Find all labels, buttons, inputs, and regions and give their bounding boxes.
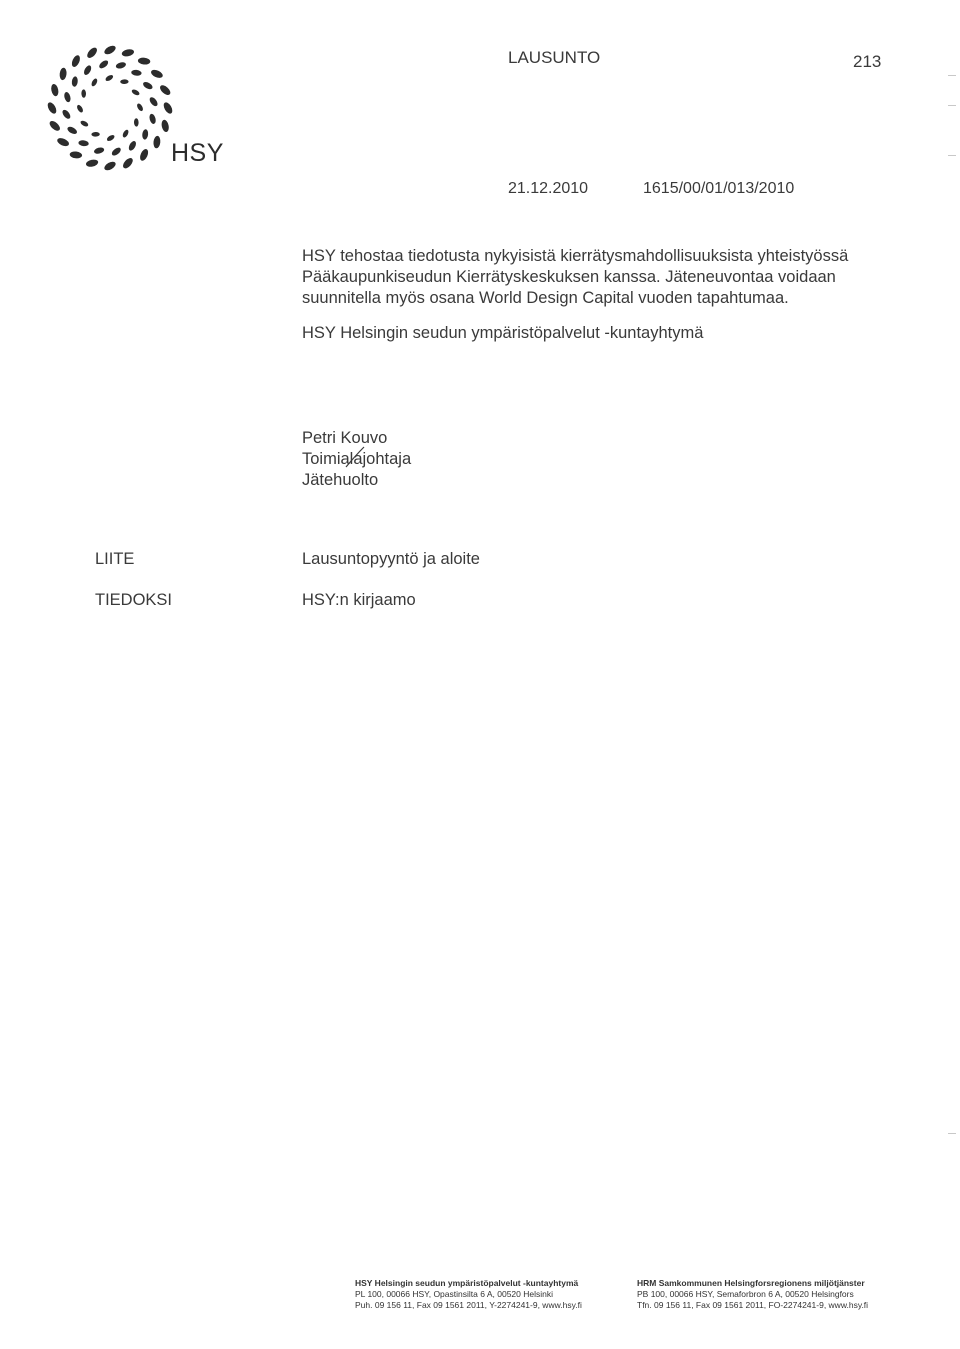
logo-drop xyxy=(138,57,151,65)
signer-name: Petri Kouvo xyxy=(302,429,388,447)
footer-org-name: HSY Helsingin seudun ympäristöpalvelut -kuntayhtymä xyxy=(355,1278,579,1288)
reference-number: 1615/00/01/013/2010 xyxy=(643,180,795,197)
document-date: 21.12.2010 xyxy=(508,180,589,197)
footer-org-name: HRM Samkommunen Helsingforsregionens miljötjänster xyxy=(637,1278,865,1288)
logo-drop xyxy=(105,74,115,82)
logo-drop xyxy=(59,67,67,80)
tiedoksi-label: TIEDOKSI xyxy=(95,591,173,609)
scan-edge-mark xyxy=(948,75,956,76)
logo-drop xyxy=(148,113,156,125)
logo-drop xyxy=(103,44,117,56)
footer-contact: Tfn. 09 156 11, Fax 09 1561 2011, FO-2274241-9, www.hsy.fi xyxy=(637,1300,869,1310)
scan-edge-mark xyxy=(948,155,956,156)
hsy-spiral-logo-icon xyxy=(40,38,180,178)
logo-drop xyxy=(90,78,98,88)
footer-address: PB 100, 00066 HSY, Semaforbron 6 A, 00520 Helsingfors xyxy=(637,1289,854,1299)
paragraph-line: HSY tehostaa tiedotusta nykyisistä kierrätysmahdollisuuksista yhteistyössä xyxy=(302,247,849,265)
footer-finnish xyxy=(355,1278,582,1311)
logo-drop xyxy=(131,88,141,96)
organization-name: HSY Helsingin seudun ympäristöpalvelut -kuntayhtymä xyxy=(302,324,704,342)
logo-drop xyxy=(48,119,62,132)
logo-drop xyxy=(85,159,99,168)
logo-drop xyxy=(93,146,105,154)
logo-drop xyxy=(80,120,90,128)
logo-drop xyxy=(150,68,164,79)
scan-edge-mark xyxy=(948,1133,956,1134)
paragraph-line: suunnitella myös osana World Design Capital vuoden tapahtumaa. xyxy=(302,289,789,307)
logo-drop xyxy=(50,83,59,97)
signature-stroke xyxy=(338,445,368,469)
logo-drop xyxy=(76,104,84,114)
logo-drop xyxy=(142,129,149,140)
footer-address: PL 100, 00066 HSY, Opastinsilta 6 A, 00520 Helsinki xyxy=(355,1289,553,1299)
logo-drop xyxy=(98,59,110,70)
logo-drop xyxy=(106,134,116,142)
logo-drop xyxy=(121,156,134,170)
logo-drop xyxy=(158,83,172,96)
logo-drop xyxy=(69,151,82,159)
logo-drop xyxy=(71,76,78,87)
logo-drop xyxy=(134,118,139,127)
logo-drop xyxy=(153,136,161,149)
logo-drop xyxy=(85,46,98,60)
footer-contact: Puh. 09 156 11, Fax 09 1561 2011, Y-2274241-9, www.hsy.fi xyxy=(355,1300,582,1310)
logo-drop xyxy=(148,96,159,108)
page-number: 213 xyxy=(853,52,882,71)
logo-drop xyxy=(136,103,144,113)
logo-drop xyxy=(56,136,70,147)
logo-drop xyxy=(81,89,86,98)
hsy-logo-text: HSY xyxy=(171,139,224,167)
logo-drop xyxy=(121,48,135,57)
logo-drop xyxy=(91,132,100,137)
footer-swedish xyxy=(637,1278,868,1311)
logo-drop xyxy=(122,129,130,139)
scan-edge-mark xyxy=(948,105,956,106)
logo-drop xyxy=(46,101,58,115)
logo-drop xyxy=(142,81,154,91)
logo-drop xyxy=(161,119,170,133)
logo-drop xyxy=(78,140,89,147)
signer-department: Jätehuolto xyxy=(302,471,379,489)
body-paragraph xyxy=(302,246,922,309)
liite-value: Lausuntopyyntö ja aloite xyxy=(302,550,480,568)
logo-drop xyxy=(103,160,117,172)
logo-drop xyxy=(63,91,71,103)
document-type: LAUSUNTO xyxy=(508,48,601,67)
logo-drop xyxy=(70,54,81,68)
logo-drop xyxy=(83,64,93,76)
logo-drop xyxy=(138,148,149,162)
tiedoksi-value: HSY:n kirjaamo xyxy=(302,591,416,609)
paragraph-line: Pääkaupunkiseudun Kierrätyskeskuksen kanssa. Jäteneuvontaa voidaan xyxy=(302,268,836,286)
logo-drop xyxy=(66,125,78,135)
logo-drop xyxy=(120,79,129,84)
logo-drop xyxy=(115,61,127,69)
logo-drop xyxy=(127,140,137,152)
logo-drop xyxy=(131,69,142,76)
signer-title: Toimialajohtaja xyxy=(302,450,412,468)
logo-drop xyxy=(162,101,174,115)
logo-drop xyxy=(110,146,122,157)
liite-label: LIITE xyxy=(95,550,135,568)
logo-drop xyxy=(61,108,72,120)
